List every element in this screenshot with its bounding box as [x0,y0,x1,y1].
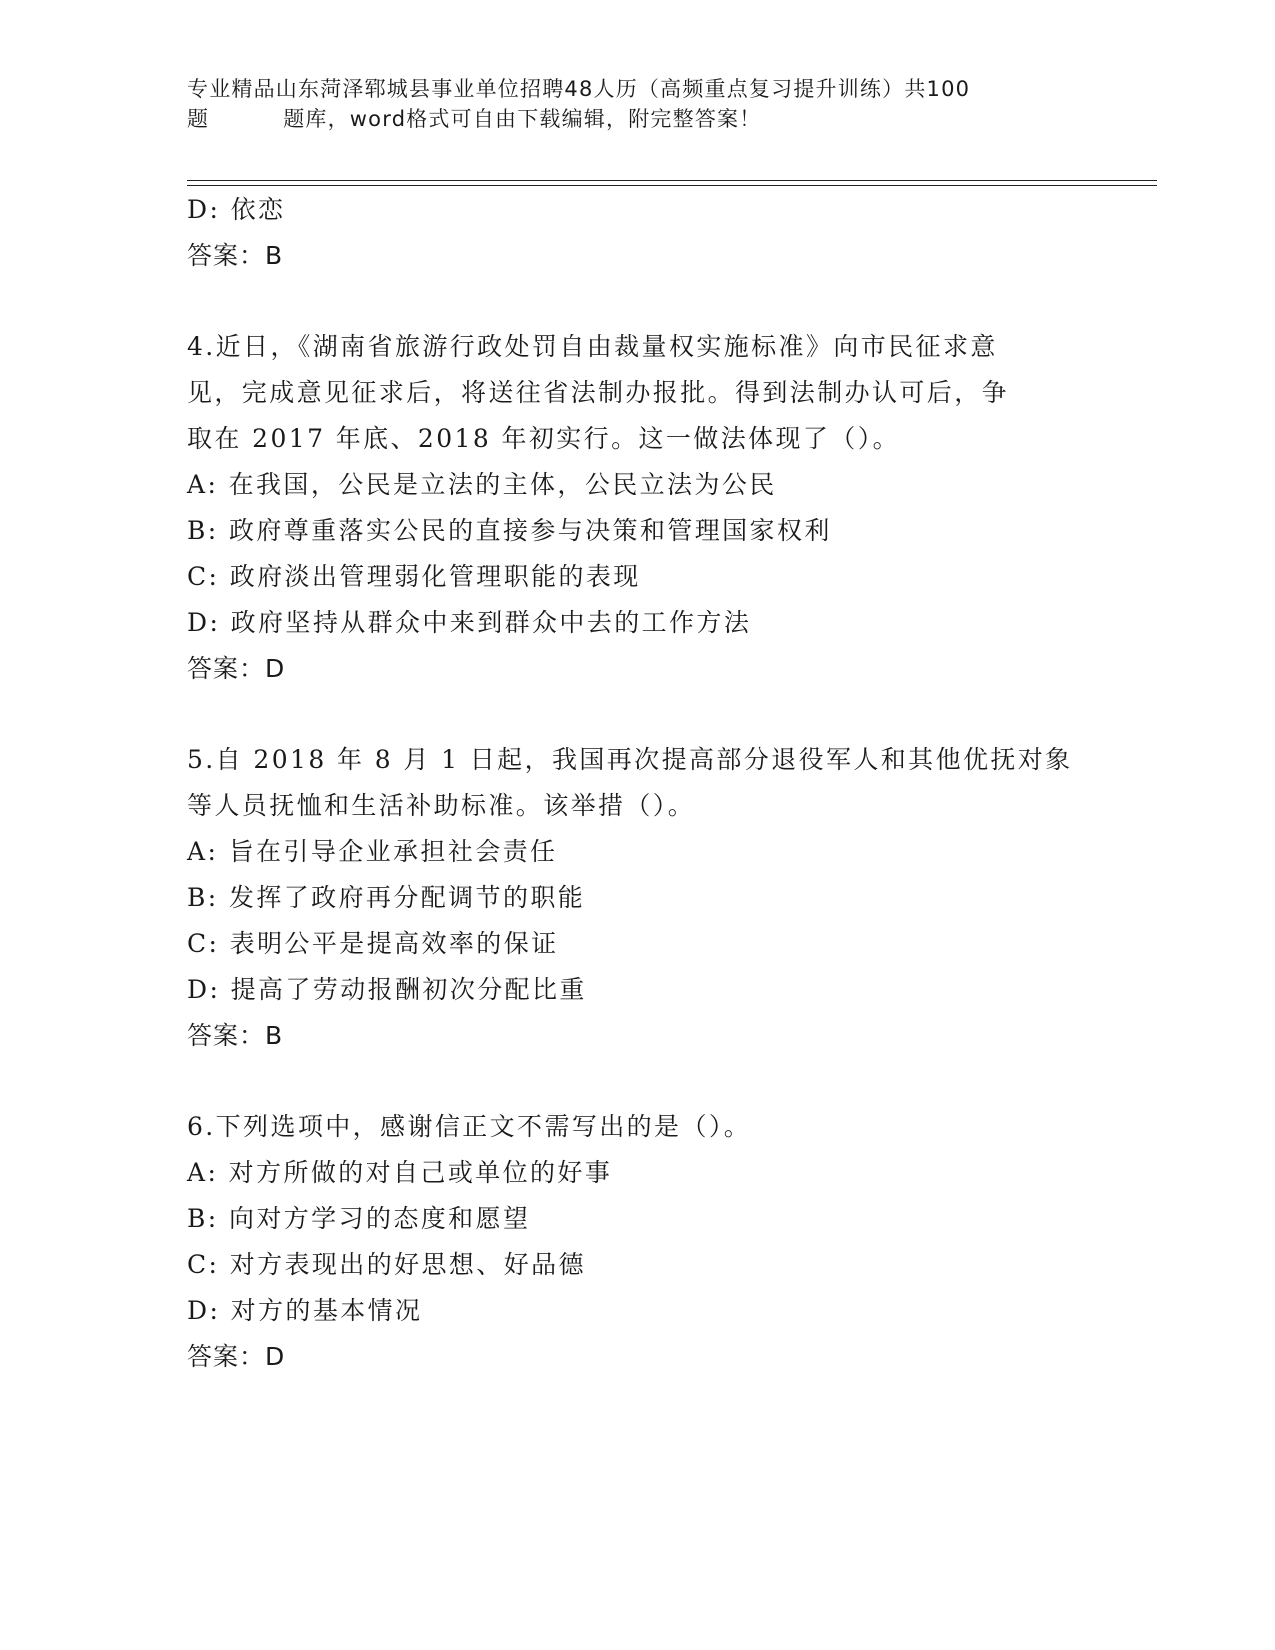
option-b: B: 政府尊重落实公民的直接参与决策和管理国家权利 [187,516,832,545]
question-stem-line: 等人员抚恤和生活补助标准。该举措（）。 [187,791,696,820]
option-b: B: 向对方学习的态度和愿望 [187,1204,531,1233]
header-title-line1: 专业精品山东菏泽郓城县事业单位招聘48人历（高频重点复习提升训练）共100 [187,77,971,101]
option-d: D: 政府坚持从群众中来到群众中去的工作方法 [187,608,752,637]
question-stem-line: 6.下列选项中，感谢信正文不需写出的是（）。 [187,1112,752,1141]
answer: 答案：D [187,1342,286,1371]
option-a: A: 旨在引导企业承担社会责任 [187,837,558,866]
header-title-line2 [187,104,1087,134]
option-b: B: 发挥了政府再分配调节的职能 [187,883,586,912]
option-a: A: 在我国，公民是立法的主体，公民立法为公民 [187,470,777,499]
question-4 [187,324,1087,692]
answer: 答案：B [187,1021,284,1050]
header-title-line2-left: 题 [187,107,210,131]
question-5 [187,737,1087,1059]
option-a: A: 对方所做的对自己或单位的好事 [187,1158,613,1187]
question-content [187,187,1087,1380]
option-d: D: 提高了劳动报酬初次分配比重 [187,975,587,1004]
header-rule-bottom [187,185,1157,186]
prev-answer: 答案：B [187,241,284,270]
prev-option-d: D: 依恋 [187,195,286,224]
header-title-line2-right: 题库，word格式可自由下载编辑，附完整答案！ [283,107,762,131]
question-stem-line: 取在 2017 年底、2018 年初实行。这一做法体现了（）。 [187,424,900,453]
answer: 答案：D [187,654,286,683]
question-stem-line: 见，完成意见征求后，将送往省法制办报批。得到法制办认可后，争 [187,378,1010,407]
question-stem-line: 5.自 2018 年 8 月 1 日起，我国再次提高部分退役军人和其他优抚对象 [187,745,1073,774]
header-rule-top [187,180,1157,181]
option-d: D: 对方的基本情况 [187,1296,423,1325]
option-c: C: 表明公平是提高效率的保证 [187,929,559,958]
question-6 [187,1104,1087,1380]
option-c: C: 政府淡出管理弱化管理职能的表现 [187,562,641,591]
option-c: C: 对方表现出的好思想、好品德 [187,1250,586,1279]
question-stem-line: 4.近日，《湖南省旅游行政处罚自由裁量权实施标准》向市民征求意 [187,332,998,361]
page-header [187,74,1087,134]
